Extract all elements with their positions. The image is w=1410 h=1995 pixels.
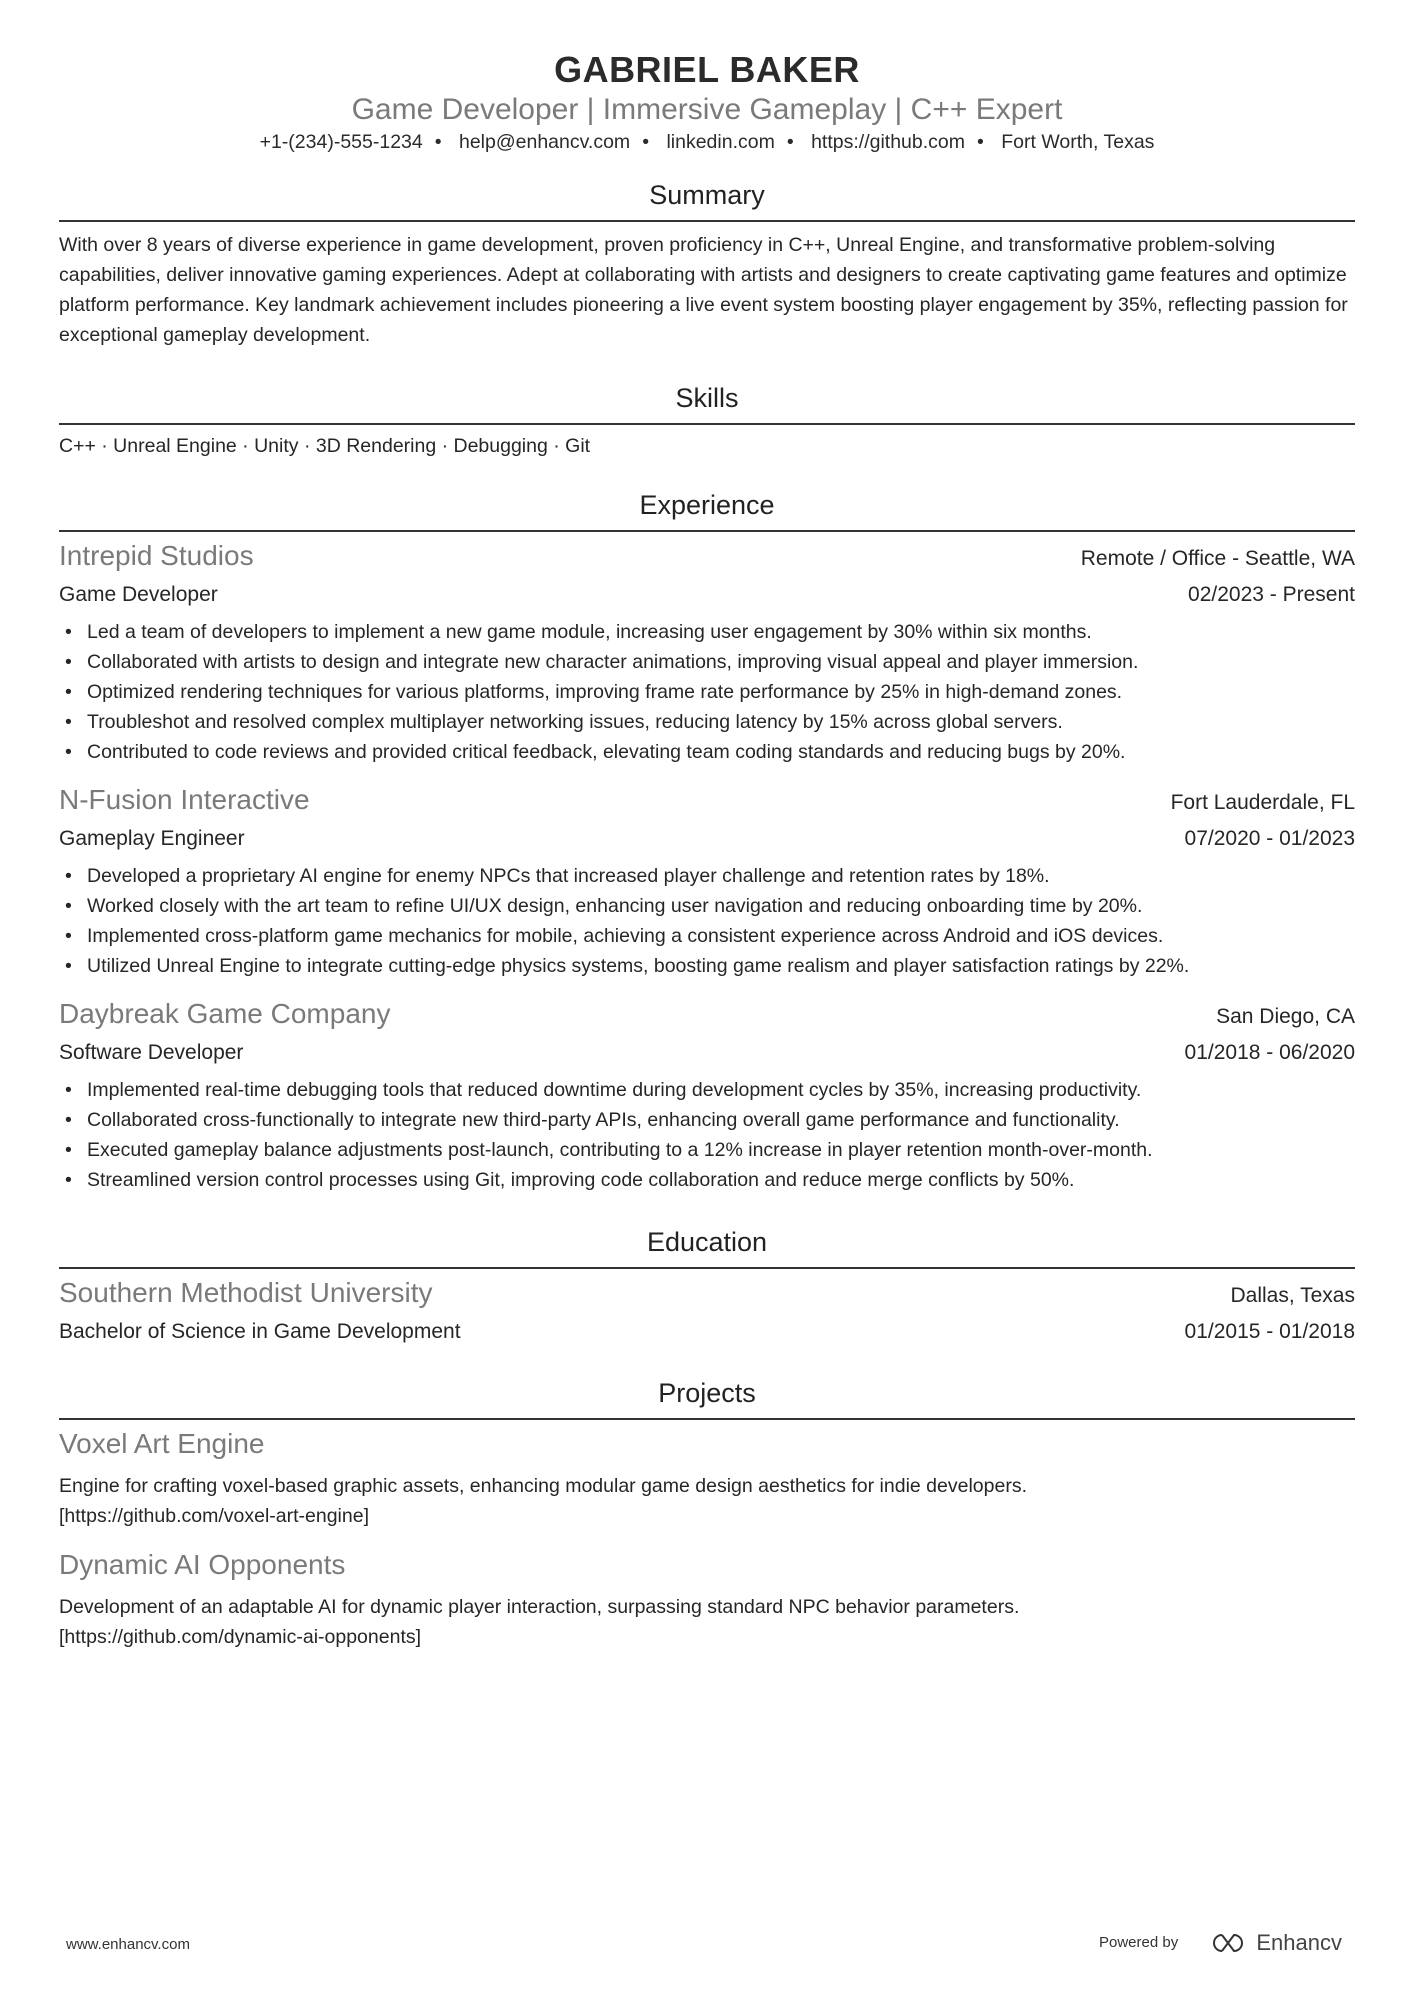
- job-bullet: • Executed gameplay balance adjustments post-launch, contributing to a 12% increase in player retention month-over-month.: [59, 1135, 1355, 1165]
- job-bullet: • Led a team of developers to implement a new game module, increasing user engagement by 30% within six months.: [59, 617, 1355, 647]
- skills-heading: Skills: [59, 381, 1355, 425]
- job-role: Gameplay Engineer: [59, 827, 245, 850]
- resume: [59, 48, 1355, 1652]
- school-name: Southern Methodist University: [59, 1277, 433, 1308]
- job-dates: 02/2023 - Present: [1188, 583, 1355, 606]
- project-entry: [59, 1427, 1355, 1531]
- job-location: San Diego, CA: [1216, 1005, 1355, 1028]
- project-entry: [59, 1548, 1355, 1652]
- job-location: Remote / Office - Seattle, WA: [1080, 547, 1355, 570]
- enhancv-logo[interactable]: [1208, 1930, 1342, 1956]
- company-name: Intrepid Studios: [59, 540, 254, 571]
- job-bullet: • Implemented cross-platform game mechanics for mobile, achieving a consistent experience across Android and iOS devices.: [59, 921, 1355, 951]
- job-bullet: • Worked closely with the art team to refine UI/UX design, enhancing user navigation and reducing onboarding time by 20%.: [59, 891, 1355, 921]
- job-bullets: [59, 1075, 1355, 1195]
- experience-heading: Experience: [59, 488, 1355, 532]
- job-bullet: • Collaborated cross-functionally to integrate new third-party APIs, enhancing overall game performance and functionality.: [59, 1105, 1355, 1135]
- education-dates: 01/2015 - 01/2018: [1184, 1320, 1355, 1343]
- job-bullet: • Utilized Unreal Engine to integrate cutting-edge physics systems, boosting game realism and player satisfaction ratings by 22%.: [59, 951, 1355, 981]
- summary-heading: Summary: [59, 178, 1355, 222]
- job-dates: 07/2020 - 01/2023: [1184, 827, 1355, 850]
- degree: Bachelor of Science in Game Development: [59, 1320, 461, 1343]
- summary-text: With over 8 years of diverse experience in game development, proven proficiency in C++, Unreal Engine, and transformative problem-solving capabilities, deliver innovative gaming experiences. Adept at collaborating with artists and designers to create captivating game features and optimize platform performance. Key landmark achievement includes pioneering a live event system boosting player engagement by 35%, reflecting passion for exceptional gameplay development.: [59, 234, 1348, 346]
- footer-powered: [1099, 1930, 1342, 1956]
- enhancv-brand: Enhancv: [1256, 1930, 1342, 1955]
- candidate-title: Game Developer | Immersive Gameplay | C++ Expert: [351, 93, 1063, 126]
- project-description: Engine for crafting voxel-based graphic assets, enhancing modular game design aesthetics for indie developers.: [59, 1475, 1027, 1497]
- job-dates: 01/2018 - 06/2020: [1184, 1041, 1355, 1064]
- project-description: Development of an adaptable AI for dynamic player interaction, surpassing standard NPC behavior parameters.: [59, 1596, 1020, 1618]
- education-heading: Education: [59, 1225, 1355, 1269]
- project-name: Dynamic AI Opponents: [59, 1549, 346, 1580]
- job-location: Fort Lauderdale, FL: [1170, 791, 1355, 814]
- job-bullet: • Streamlined version control processes using Git, improving code collaboration and reduce merge conflicts by 50%.: [59, 1165, 1355, 1195]
- project-name: Voxel Art Engine: [59, 1428, 265, 1459]
- powered-by-label: Powered by: [1098, 1933, 1179, 1951]
- company-name: Daybreak Game Company: [59, 998, 391, 1029]
- job-bullets: [59, 617, 1355, 767]
- company-name: N-Fusion Interactive: [59, 784, 310, 815]
- github-link[interactable]: https://github.com: [811, 131, 965, 153]
- skills-text: C++ · Unreal Engine · Unity · 3D Rendering · Debugging · Git: [59, 435, 591, 457]
- job-entry: [59, 997, 1355, 1195]
- candidate-name: GABRIEL BAKER: [554, 49, 860, 90]
- job-bullet: • Collaborated with artists to design and integrate new character animations, improving visual appeal and player immersion.: [59, 647, 1355, 677]
- job-role: Software Developer: [59, 1041, 244, 1064]
- job-entry: [59, 783, 1355, 981]
- contact-line: +1-(234)-555-1234 • help@enhancv.com • linkedin.com • https://github.com • Fort Worth, Texas: [259, 131, 1155, 153]
- projects-heading: Projects: [59, 1376, 1355, 1420]
- footer-site[interactable]: www.enhancv.com: [66, 1936, 190, 1953]
- enhancv-logo-icon: [1208, 1931, 1248, 1955]
- phone: +1-(234)-555-1234: [259, 131, 423, 153]
- job-bullet: • Optimized rendering techniques for various platforms, improving frame rate performance by 25% in high-demand zones.: [59, 677, 1355, 707]
- job-bullet: • Developed a proprietary AI engine for enemy NPCs that increased player challenge and retention rates by 18%.: [59, 861, 1355, 891]
- project-link[interactable]: [https://github.com/voxel-art-engine]: [59, 1505, 369, 1527]
- location: Fort Worth, Texas: [1001, 131, 1155, 153]
- job-bullet: • Contributed to code reviews and provided critical feedback, elevating team coding standards and reducing bugs by 20%.: [59, 737, 1355, 767]
- education-entry: [59, 1276, 1355, 1347]
- job-bullets: [59, 861, 1355, 981]
- school-location: Dallas, Texas: [1230, 1284, 1355, 1307]
- job-entry: [59, 539, 1355, 767]
- email-link[interactable]: help@enhancv.com: [458, 131, 631, 153]
- linkedin-link[interactable]: linkedin.com: [666, 131, 775, 153]
- job-bullet: • Implemented real-time debugging tools that reduced downtime during development cycles by 35%, increasing productivity.: [59, 1075, 1355, 1105]
- project-link[interactable]: [https://github.com/dynamic-ai-opponents]: [59, 1626, 422, 1648]
- job-bullet: • Troubleshot and resolved complex multiplayer networking issues, reducing latency by 15% across global servers.: [59, 707, 1355, 737]
- job-role: Game Developer: [59, 583, 218, 606]
